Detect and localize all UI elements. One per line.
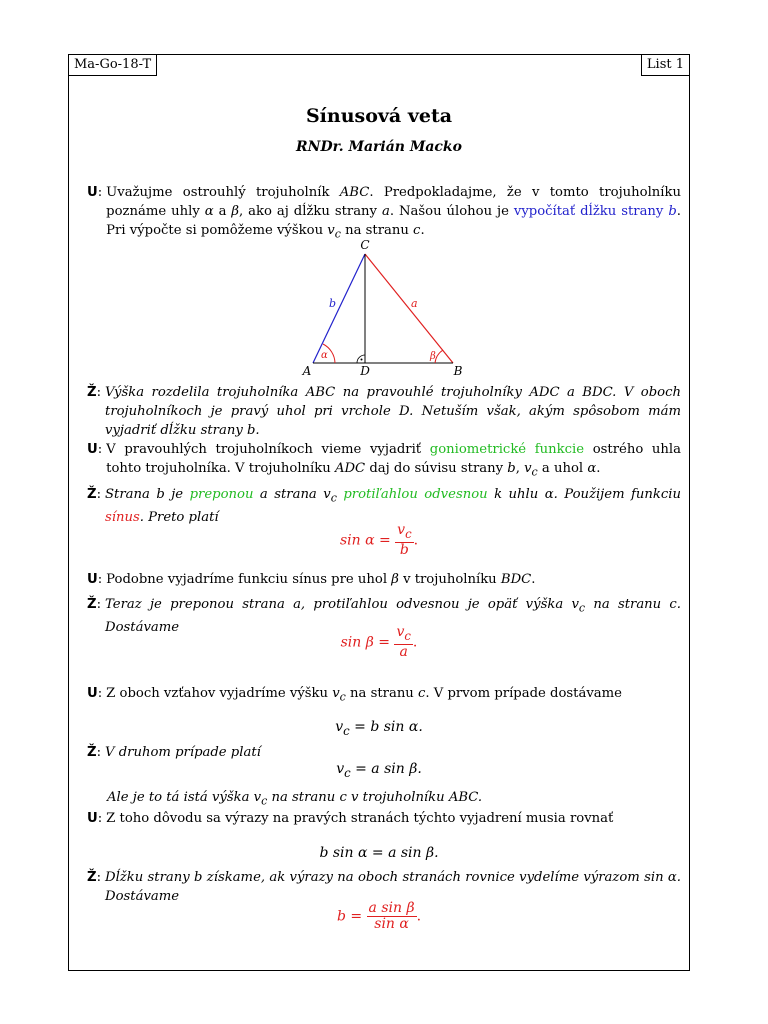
paragraph-text: V druhom prípade platí — [105, 745, 261, 760]
paragraph-5: U : Podobne vyjadríme funkciu sínus pre uhol β v trojuholníku BDC. — [87, 570, 681, 589]
side-a-label: a — [411, 297, 418, 310]
page-title: Sínusová veta — [305, 105, 453, 127]
paragraph-8: Ž : V druhom prípade platí — [87, 743, 681, 762]
paragraph-text: Výška rozdelila trojuholníka ABC na pravouhlé trojuholníky ADC a BDC. V oboch trojuholníkoch je pravý uhol pri vrchole D. Netuším však, akým spôsobom mám vyjadriť dĺžku strany b. — [105, 385, 681, 438]
paragraph-8-continued: Ale je to tá istá výška $v_c$ na stranu c v trojuholníku ABC. — [107, 790, 483, 808]
paragraph-text: Z oboch vzťahov vyjadríme výšku $v_c$ na stranu c. V prvom prípade dostávame — [106, 686, 622, 704]
equation-1: sin α = $\frac{v_c}{b}$ . — [339, 522, 419, 558]
equation-5: b sin α = a sin β. — [319, 845, 439, 861]
paragraph-2: Ž : Výška rozdelila trojuholníka ABC na pravouhlé trojuholníky ADC a BDC. V oboch trojuholníkoch je pravý uhol pri vrchole D. Netuším však, akým spôsobom mám vyjadriť dĺžku strany b. — [87, 385, 681, 438]
header-sheet: List 1 — [641, 55, 689, 76]
paragraph-4: Ž : Strana b je preponou a strana $v_c$ protiľahlou odvesnou k uhlu α. Použijem funkciu sínus. Preto platí — [87, 487, 681, 525]
speaker-label: Ž — [87, 870, 97, 885]
equation-3: $v_c = b$ sin α. — [335, 719, 423, 738]
paragraph-1: U : Uvažujme ostrouhlý trojuholník ABC. Predpokladajme, že v tomto trojuholníku poznáme uhly α a β, ako aj dĺžku strany a. Našou úlohou je vypočítať dĺžku strany b. Pri výpočte si pomôžeme výškou $v_c$ na stranu c. — [87, 183, 681, 244]
speaker-label: U — [87, 442, 98, 457]
vertex-a-label: A — [302, 364, 312, 378]
speaker-label: Ž — [87, 745, 97, 760]
angle-alpha-label: α — [321, 350, 328, 361]
paragraph-text: Teraz je preponou strana a, protiľahlou odvesnou je opäť výška $v_c$ na stranu c. Dostávame — [105, 597, 682, 635]
vertex-b-label: B — [453, 364, 463, 378]
paragraph-text: Dĺžku strany b získame, ak výrazy na oboch stranách rovnice vydelíme výrazom sin α. Dostávame — [105, 870, 681, 904]
paragraph-7: U : Z oboch vzťahov vyjadríme výšku $v_c$ na stranu c. V prvom prípade dostávame — [87, 684, 681, 707]
triangle-figure — [299, 235, 463, 378]
highlight-green: goniometrické funkcie — [429, 442, 585, 457]
highlight-green: protiľahlou odvesnou — [343, 487, 488, 502]
paragraph-text: Z toho dôvodu sa výrazy na pravých stranách týchto vyjadrení musia rovnať — [106, 811, 614, 826]
side-b-label: b — [329, 297, 337, 310]
paragraph-text: V pravouhlých trojuholníkoch vieme vyjadriť goniometrické funkcie ostrého uhla tohto trojuholníka. V trojuholníku ADC daj do súvisu strany b, $v_c$ a uhol α. — [106, 442, 681, 479]
author: RNDr. Marián Macko — [296, 139, 462, 155]
speaker-label: U — [87, 811, 98, 826]
speaker-label: U — [87, 185, 98, 200]
speaker-label: U — [87, 572, 98, 587]
speaker-label: Ž — [87, 597, 97, 612]
header-code: Ma-Go-18-T — [69, 55, 157, 76]
highlight-blue: vypočítať dĺžku strany b — [513, 204, 677, 219]
foot-d-label: D — [360, 364, 370, 378]
paragraph-text: Podobne vyjadríme funkciu sínus pre uhol β v trojuholníku BDC. — [106, 572, 536, 587]
highlight-green: preponou — [189, 487, 254, 502]
speaker-label: Ž — [87, 487, 97, 502]
speaker-label: Ž — [87, 385, 97, 400]
page-frame — [68, 54, 690, 971]
equation-6: b = $\frac{\text{a sin β}}{\text{sin α}}$ . — [336, 900, 422, 932]
paragraph-6: Ž : Teraz je preponou strana a, protiľahlou odvesnou je opäť výška $v_c$ na stranu c. Dostávame — [87, 597, 682, 635]
paragraph-10: Ž : Dĺžku strany b získame, ak výrazy na oboch stranách rovnice vydelíme výrazom sin α. Dostávame — [87, 870, 681, 904]
speaker-label: U — [87, 686, 98, 701]
paragraph-9: U : Z toho dôvodu sa výrazy na pravých stranách týchto vyjadrení musia rovnať — [87, 809, 681, 828]
equation-2: sin β = $\frac{v_c}{a}$ . — [340, 624, 418, 660]
paragraph-text: Uvažujme ostrouhlý trojuholník ABC. Predpokladajme, že v tomto trojuholníku poznáme uhly α a β, ako aj dĺžku strany a. Našou úlohou je vypočítať dĺžku strany b. Pri výpočte si pomôžeme výškou $v_c$ na stranu c. — [106, 185, 682, 241]
vertex-c-label: C — [360, 238, 370, 252]
angle-beta-label: β — [430, 351, 436, 362]
equation-4: $v_c = a$ sin β. — [336, 761, 422, 780]
paragraph-3: U : V pravouhlých trojuholníkoch vieme vyjadriť goniometrické funkcie ostrého uhla tohto trojuholníka. V trojuholníku ADC daj do súvisu strany b, $v_c$ a uhol α. — [87, 440, 681, 482]
paragraph-text: Strana b je preponou a strana $v_c$ protiľahlou odvesnou k uhlu α. Použijem funkciu sínus. Preto platí — [105, 487, 681, 525]
highlight-red: sínus — [105, 509, 140, 525]
